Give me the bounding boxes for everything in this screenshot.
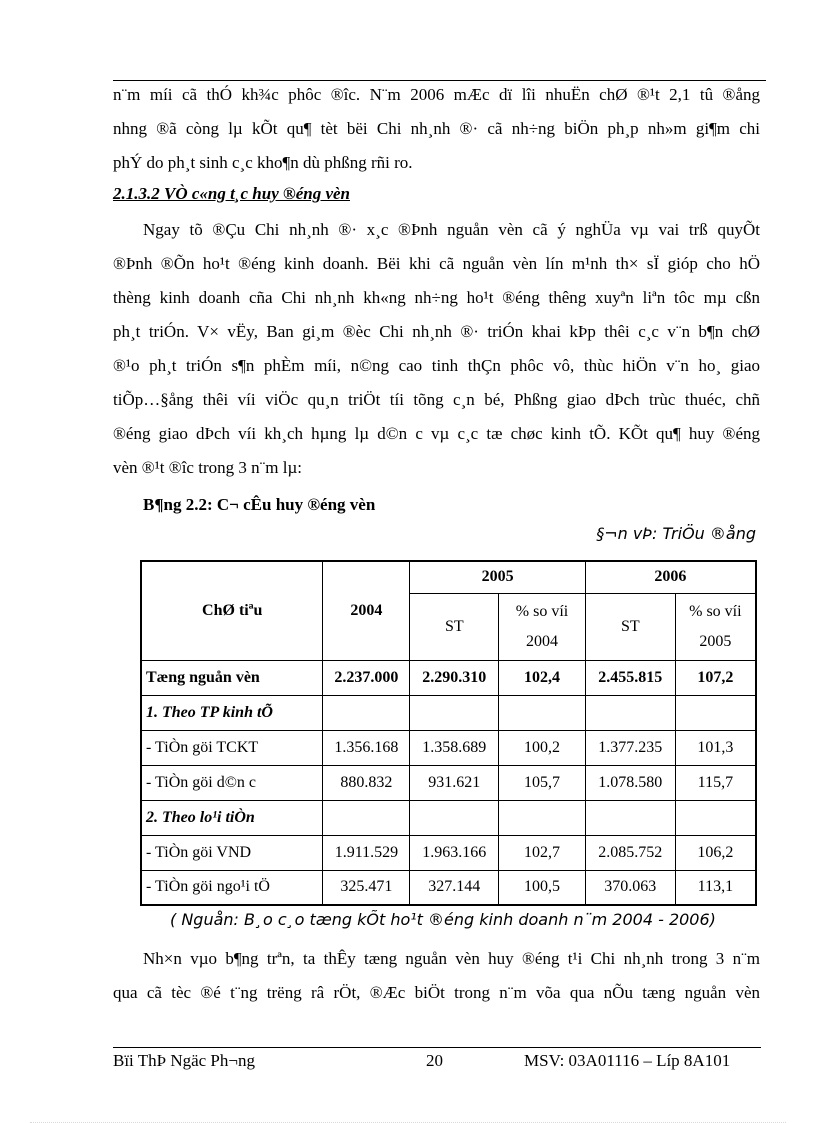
table-row <box>141 765 756 800</box>
cell-2004: 1.911.529 <box>323 835 410 870</box>
text-line: ph¸t triÓn. V× vËy, Ban gi¸m ®èc Chi nh¸nh ®· triÓn khai kÞp thêi c¸c v¨n b¶n chØ <box>113 322 760 341</box>
cell-pct-2006: 113,1 <box>675 870 756 905</box>
footer-student-info: MSV: 03A01116 – Líp 8A101 <box>524 1051 731 1070</box>
table-row <box>141 660 756 695</box>
source-note: ( Nguån: B¸o c¸o tæng kÕt ho¹t ®éng kinh doanh n¨m 2004 - 2006) <box>170 910 716 929</box>
cell-pct-2006: 107,2 <box>675 660 756 695</box>
cell-st-2006: 370.063 <box>585 870 675 905</box>
cell-st-2005: 2.290.310 <box>410 660 499 695</box>
footer-author: Bïi ThÞ Ngäc Ph¬ng <box>113 1051 255 1070</box>
table-row <box>141 730 756 765</box>
text-line: Ngay tõ ®Çu Chi nh¸nh ®· x¸c ®Þnh nguån vèn cã ý nghÜa vµ vai trß quyÕt <box>143 220 760 239</box>
cell-2004: 2.237.000 <box>323 660 410 695</box>
text-line: thèng kinh doanh cña Chi nh¸nh kh«ng nh÷ng ho¹t ®éng thêng xuyªn liªn tôc mµ cßn <box>113 288 760 307</box>
cell-st-2006: 2.085.752 <box>585 835 675 870</box>
cell-st-2005: 327.144 <box>410 870 499 905</box>
cell-pct-2005: 102,7 <box>499 835 586 870</box>
text-line: ®¹o ph¸t triÓn s¶n phÈm míi, n©ng cao tinh thÇn phôc vô, thùc hiÖn v¨n ho¸ giao <box>113 356 760 375</box>
paragraph-capital-mobilization <box>113 213 760 485</box>
table-row <box>141 835 756 870</box>
section-heading: 2.1.3.2 VÒ c«ng t¸c huy ®éng vèn <box>113 184 350 203</box>
row-label: Tæng nguån vèn <box>141 660 323 695</box>
header-st-2005: ST <box>410 593 499 660</box>
paragraph-profit <box>113 78 760 180</box>
cell-pct-2005: 102,4 <box>499 660 586 695</box>
text-line: ®éng giao dÞch víi kh¸ch hµng lµ d©n c vµ c¸c tæ chøc kinh tÕ. KÕt qu¶ huy ®éng <box>113 424 760 443</box>
cell-pct-2006: 106,2 <box>675 835 756 870</box>
text-line: Nh×n vµo b¶ng trªn, ta thÊy tæng nguån vèn huy ®éng t¹i Chi nh¸nh trong 3 n¨m <box>143 949 760 968</box>
cell-2004: 880.832 <box>323 765 410 800</box>
cell-st-2006: 1.078.580 <box>585 765 675 800</box>
table-row <box>141 800 756 835</box>
header-pct-2005: % so víi 2004 <box>499 593 586 660</box>
row-label: - TiÒn göi d©n c <box>141 765 323 800</box>
paragraph-analysis <box>113 942 760 1010</box>
cell-2004: 325.471 <box>323 870 410 905</box>
footer-rule <box>113 1047 761 1048</box>
text-line: tiÕp…§ång thêi víi viÖc qu¸n triÖt tíi tõng c¸n bé, Phßng giao dÞch trùc thuéc, chñ <box>113 390 760 409</box>
header-indicator: ChØ tiªu <box>141 561 323 660</box>
cell-pct-2006: 115,7 <box>675 765 756 800</box>
text-line: n¨m míi cã thÓ kh¾c phôc ®îc. N¨m 2006 mÆc dï lîi nhuËn chØ ®¹t 2,1 tû ®ång <box>113 85 760 104</box>
table-row <box>141 870 756 905</box>
capital-structure-table <box>140 560 757 906</box>
cell-st-2006: 2.455.815 <box>585 660 675 695</box>
table-row <box>141 695 756 730</box>
text-line: vèn ®¹t ®îc trong 3 n¨m lµ: <box>113 458 302 477</box>
footer-page-number: 20 <box>426 1051 443 1070</box>
cell-pct-2005: 100,2 <box>499 730 586 765</box>
group-label: 2. Theo lo¹i tiÒn <box>141 800 323 835</box>
unit-note: §¬n vÞ: TriÖu ®ång <box>596 524 756 543</box>
text-line: qua cã tèc ®é t¨ng trëng râ rÖt, ®Æc biÖt trong n¨m võa qua nÕu tæng nguån vèn <box>113 983 760 1002</box>
cell-st-2005: 931.621 <box>410 765 499 800</box>
text-line: nhng ®ã còng lµ kÕt qu¶ tèt bëi Chi nh¸nh ®· cã nh÷ng biÖn ph¸p nh»m gi¶m chi <box>113 119 760 138</box>
text-line: ®Þnh ®Õn ho¹t ®éng kinh doanh. Bëi khi cã nguån vèn lín m¹nh th× sÏ gióp cho hÖ <box>113 254 760 273</box>
header-2005: 2005 <box>410 561 586 593</box>
row-label: - TiÒn göi ngo¹i tÖ <box>141 870 323 905</box>
cell-pct-2005: 100,5 <box>499 870 586 905</box>
cell-st-2005: 1.358.689 <box>410 730 499 765</box>
header-st-2006: ST <box>585 593 675 660</box>
header-2004: 2004 <box>323 561 410 660</box>
header-2006: 2006 <box>585 561 756 593</box>
row-label: - TiÒn göi VND <box>141 835 323 870</box>
text-line: phÝ do ph¸t sinh c¸c kho¶n dù phßng rñi ro. <box>113 153 413 172</box>
group-label: 1. Theo TP kinh tÕ <box>141 695 323 730</box>
table-caption: B¶ng 2.2: C¬ cÊu huy ®éng vèn <box>143 495 376 514</box>
cell-2004: 1.356.168 <box>323 730 410 765</box>
cell-st-2006: 1.377.235 <box>585 730 675 765</box>
cell-pct-2006: 101,3 <box>675 730 756 765</box>
cell-st-2005: 1.963.166 <box>410 835 499 870</box>
header-pct-2006: % so víi 2005 <box>675 593 756 660</box>
cell-pct-2005: 105,7 <box>499 765 586 800</box>
row-label: - TiÒn göi TCKT <box>141 730 323 765</box>
